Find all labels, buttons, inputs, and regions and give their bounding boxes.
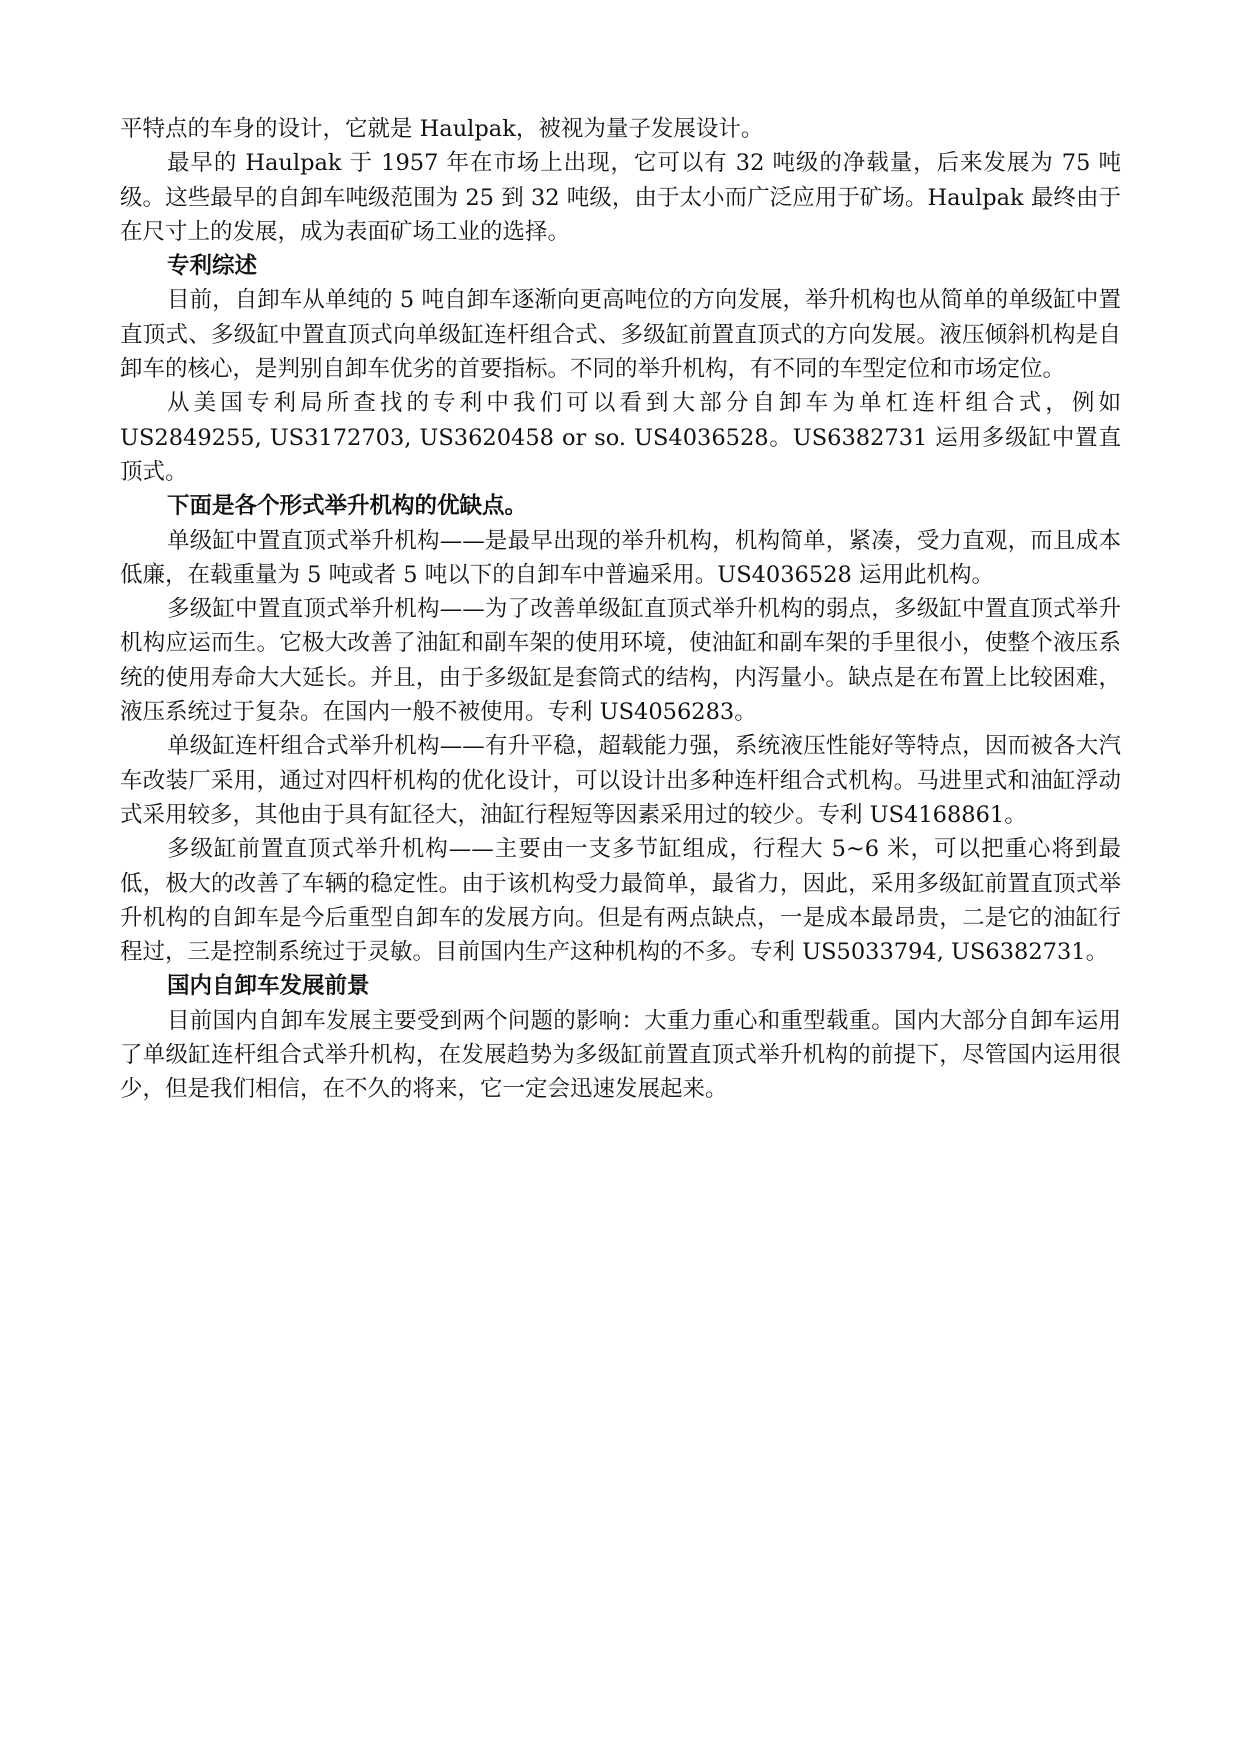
paragraph-single-stage-center: 单级缸中置直顶式举升机构——是最早出现的举升机构，机构简单，紧凑，受力直观，而且成本低廉，在载重量为 5 吨或者 5 吨以下的自卸车中普遍采用。US4036528 运用此机构。: [120, 527, 1121, 588]
paragraph-multi-stage-center: 多级缸中置直顶式举升机构——为了改善单级缸直顶式举升机构的弱点，多级缸中置直顶式举升机构应运而生。它极大改善了油缸和副车架的使用环境，使油缸和副车架的手里很小，使整个液压系统的使用寿命大大延长。并且，由于多级缸是套筒式的结构，内泻量小。缺点是在布置上比较困难，液压系统过于复杂。在国内一般不被使用。专利 US4056283。: [120, 596, 1121, 726]
heading-patent-review: 专利综述: [167, 253, 258, 280]
paragraph-us-patents: 从美国专利局所查找的专利中我们可以看到大部分自卸车为单杠连杆组合式，例如 US2849255, US3172703, US3620458 or so. US4036528。US6382731 运用多级缸中置直顶式。: [120, 390, 1121, 485]
paragraph-intro-continued: 平特点的车身的设计，它就是 Haulpak，被视为量子发展设计。: [120, 116, 764, 142]
paragraph-haulpak-history: 最早的 Haulpak 于 1957 年在市场上出现，它可以有 32 吨级的净载量，后来发展为 75 吨级。这些最早的自卸车吨级范围为 25 到 32 吨级，由于太小而广泛应用于矿场。Haulpak 最终由于在尺寸上的发展，成为表面矿场工业的选择。: [120, 150, 1121, 245]
heading-pros-cons: 下面是各个形式举升机构的优缺点。: [167, 493, 528, 520]
document-page: [120, 112, 1121, 1107]
paragraph-multi-stage-front: 多级缸前置直顶式举升机构——主要由一支多节缸组成，行程大 5~6 米，可以把重心将到最低，极大的改善了车辆的稳定性。由于该机构受力最简单，最省力，因此，采用多级缸前置直顶式举升机构的自卸车是今后重型自卸车的发展方向。但是有两点缺点，一是成本最昂贵，二是它的油缸行程过，三是控制系统过于灵敏。目前国内生产这种机构的不多。专利 US5033794, US6382731。: [120, 836, 1121, 966]
paragraph-patent-overview: 目前，自卸车从单纯的 5 吨自卸车逐渐向更高吨位的方向发展，举升机构也从简单的单级缸中置直顶式、多级缸中置直顶式向单级缸连杆组合式、多级缸前置直顶式的方向发展。液压倾斜机构是自卸车的核心，是判别自卸车优劣的首要指标。不同的举升机构，有不同的车型定位和市场定位。: [120, 287, 1121, 383]
paragraph-single-stage-linkage: 单级缸连杆组合式举升机构——有升平稳，超载能力强，系统液压性能好等特点，因而被各大汽车改装厂采用，通过对四杆机构的优化设计，可以设计出多种连杆组合式机构。马进里式和油缸浮动式采用较多，其他由于具有缸径大，油缸行程短等因素采用过的较少。专利 US4168861。: [120, 733, 1121, 828]
paragraph-domestic-outlook: 目前国内自卸车发展主要受到两个问题的影响：大重力重心和重型载重。国内大部分自卸车运用了单级缸连杆组合式举升机构，在发展趋势为多级缸前置直顶式举升机构的前提下，尽管国内运用很少，但是我们相信，在不久的将来，它一定会迅速发展起来。: [120, 1007, 1121, 1103]
heading-domestic-prospects: 国内自卸车发展前景: [167, 973, 370, 1000]
